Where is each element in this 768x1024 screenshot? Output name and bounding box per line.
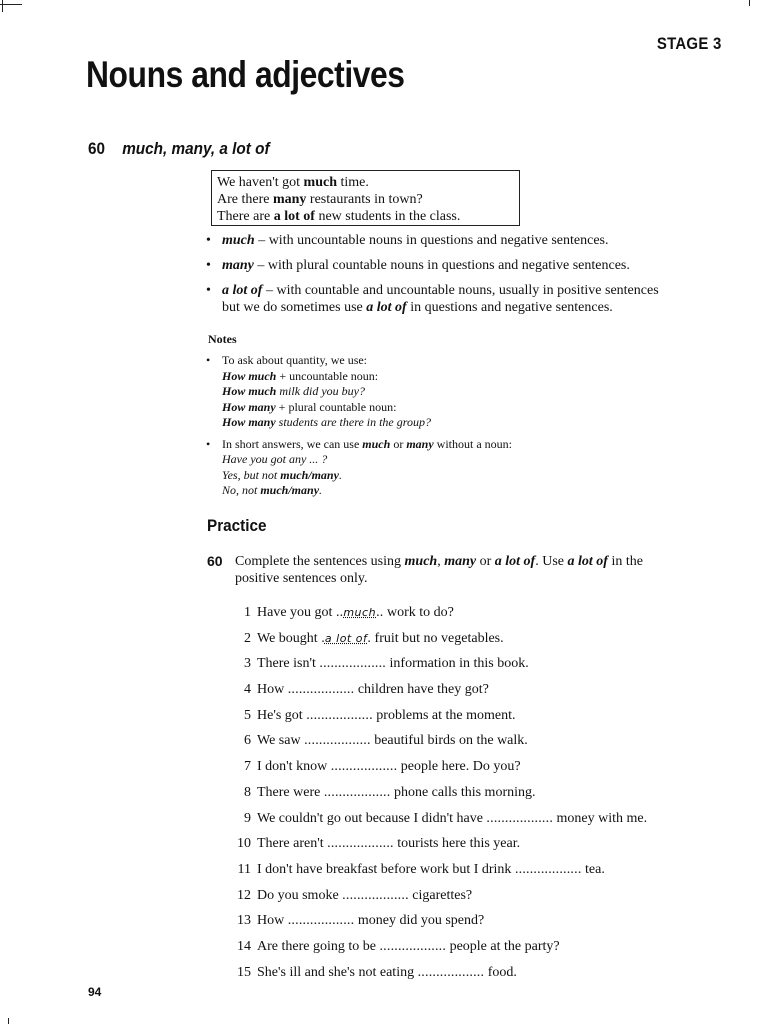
answer-text: a lot of — [324, 631, 368, 645]
answer-blank[interactable]: .................. — [330, 759, 398, 775]
rule-a-lot-of: • a lot of – with countable and uncountable nouns, usually in positive sentences but we do sometimes use a lot of in questions and negative sentences. — [206, 283, 659, 315]
answer-blank[interactable]: .................. — [323, 784, 391, 800]
page-title: Nouns and adjectives — [86, 54, 405, 95]
exercise-number: 60 — [207, 553, 223, 569]
exercise-items — [230, 604, 730, 989]
crop-mark — [0, 4, 22, 5]
answer-blank[interactable]: .................. — [319, 656, 387, 672]
answer-blank[interactable]: .................. — [306, 707, 373, 723]
exercise-item: 10 There aren't .................. tourists here this year. — [237, 836, 521, 852]
exercise-item: 14 Are there going to be .................. people at the party? — [237, 938, 560, 954]
answer-blank[interactable]: .................. — [287, 682, 355, 698]
exercise-item: 11 I don't have breakfast before work but I drink .................. tea. — [237, 861, 605, 877]
answer-blank[interactable]: .................. — [379, 938, 447, 954]
answer-blank[interactable]: .................. — [287, 913, 355, 929]
exercise-item: 1 Have you got ..much.. work to do? — [244, 605, 454, 620]
example-line: We haven't got much time. — [217, 175, 369, 190]
bullet-icon: • — [206, 353, 211, 367]
crop-mark — [2, 0, 3, 12]
bullet-icon: • — [206, 436, 211, 451]
answer-text: much — [343, 606, 377, 619]
rules-list — [206, 232, 726, 324]
answer-blank[interactable]: .................. — [514, 861, 582, 877]
rule-much: • much – with uncountable nouns in questions and negative sentences. — [206, 233, 609, 248]
page-number: 94 — [88, 985, 102, 999]
example-line: There are a lot of new students in the class. — [217, 209, 461, 224]
unit-number: 60 — [88, 139, 106, 158]
stage-label: STAGE 3 — [657, 34, 722, 53]
unit-title: much, many, a lot of — [122, 139, 270, 158]
bullet-icon: • — [206, 233, 211, 248]
exercise-item: 7 I don't know .................. people here. Do you? — [244, 759, 521, 775]
notes-list — [206, 353, 726, 505]
notes-title: Notes — [208, 332, 237, 346]
example-line: Are there many restaurants in town? — [217, 192, 423, 207]
bullet-icon: • — [206, 283, 211, 298]
exercise-item: 6 We saw .................. beautiful birds on the walk. — [244, 733, 528, 749]
exercise-item: 12 Do you smoke .................. cigarettes? — [237, 887, 473, 903]
exercise-item: 15 She's ill and she's not eating .................. food. — [237, 964, 517, 980]
answer-blank[interactable]: .................. — [417, 964, 485, 980]
practice-title: Practice — [207, 516, 267, 535]
exercise-item: 3 There isn't .................. information in this book. — [244, 656, 529, 672]
exercise-instructions: 60 Complete the sentences using much, many or a lot of. Use a lot of in the positive sentences only. — [207, 553, 643, 586]
crop-mark — [749, 0, 750, 6]
answer-blank[interactable]: .................. — [342, 887, 409, 903]
answer-blank[interactable]: .................. — [327, 836, 394, 852]
exercise-item: 13 How .................. money did you spend? — [237, 913, 485, 929]
unit-heading — [88, 139, 270, 159]
exercise-item: 9 We couldn't go out because I didn't have .................. money with me. — [244, 810, 648, 826]
example-box — [211, 170, 520, 226]
answer-blank[interactable]: .................. — [486, 810, 554, 826]
exercise-item: 4 How .................. children have they got? — [244, 682, 489, 698]
crop-mark — [8, 1018, 9, 1024]
bullet-icon: • — [206, 258, 211, 273]
exercise-item: 5 He's got .................. problems at the moment. — [244, 707, 516, 723]
rule-many: • many – with plural countable nouns in questions and negative sentences. — [206, 258, 630, 273]
exercise-item: 2 We bought .a lot of. fruit but no vegetables. — [244, 630, 504, 646]
note-quantity: • To ask about quantity, we use: How much + uncountable noun: How much milk did you buy? How many + plural countable noun: How many students are there in the group? — [206, 353, 431, 429]
exercise-item: 8 There were .................. phone calls this morning. — [244, 784, 536, 800]
note-short-answers: • In short answers, we can use much or many without a noun: Have you got any ... ? Yes, but not much/many. No, not much/many. — [206, 436, 512, 497]
answer-blank[interactable]: .................. — [304, 733, 371, 749]
